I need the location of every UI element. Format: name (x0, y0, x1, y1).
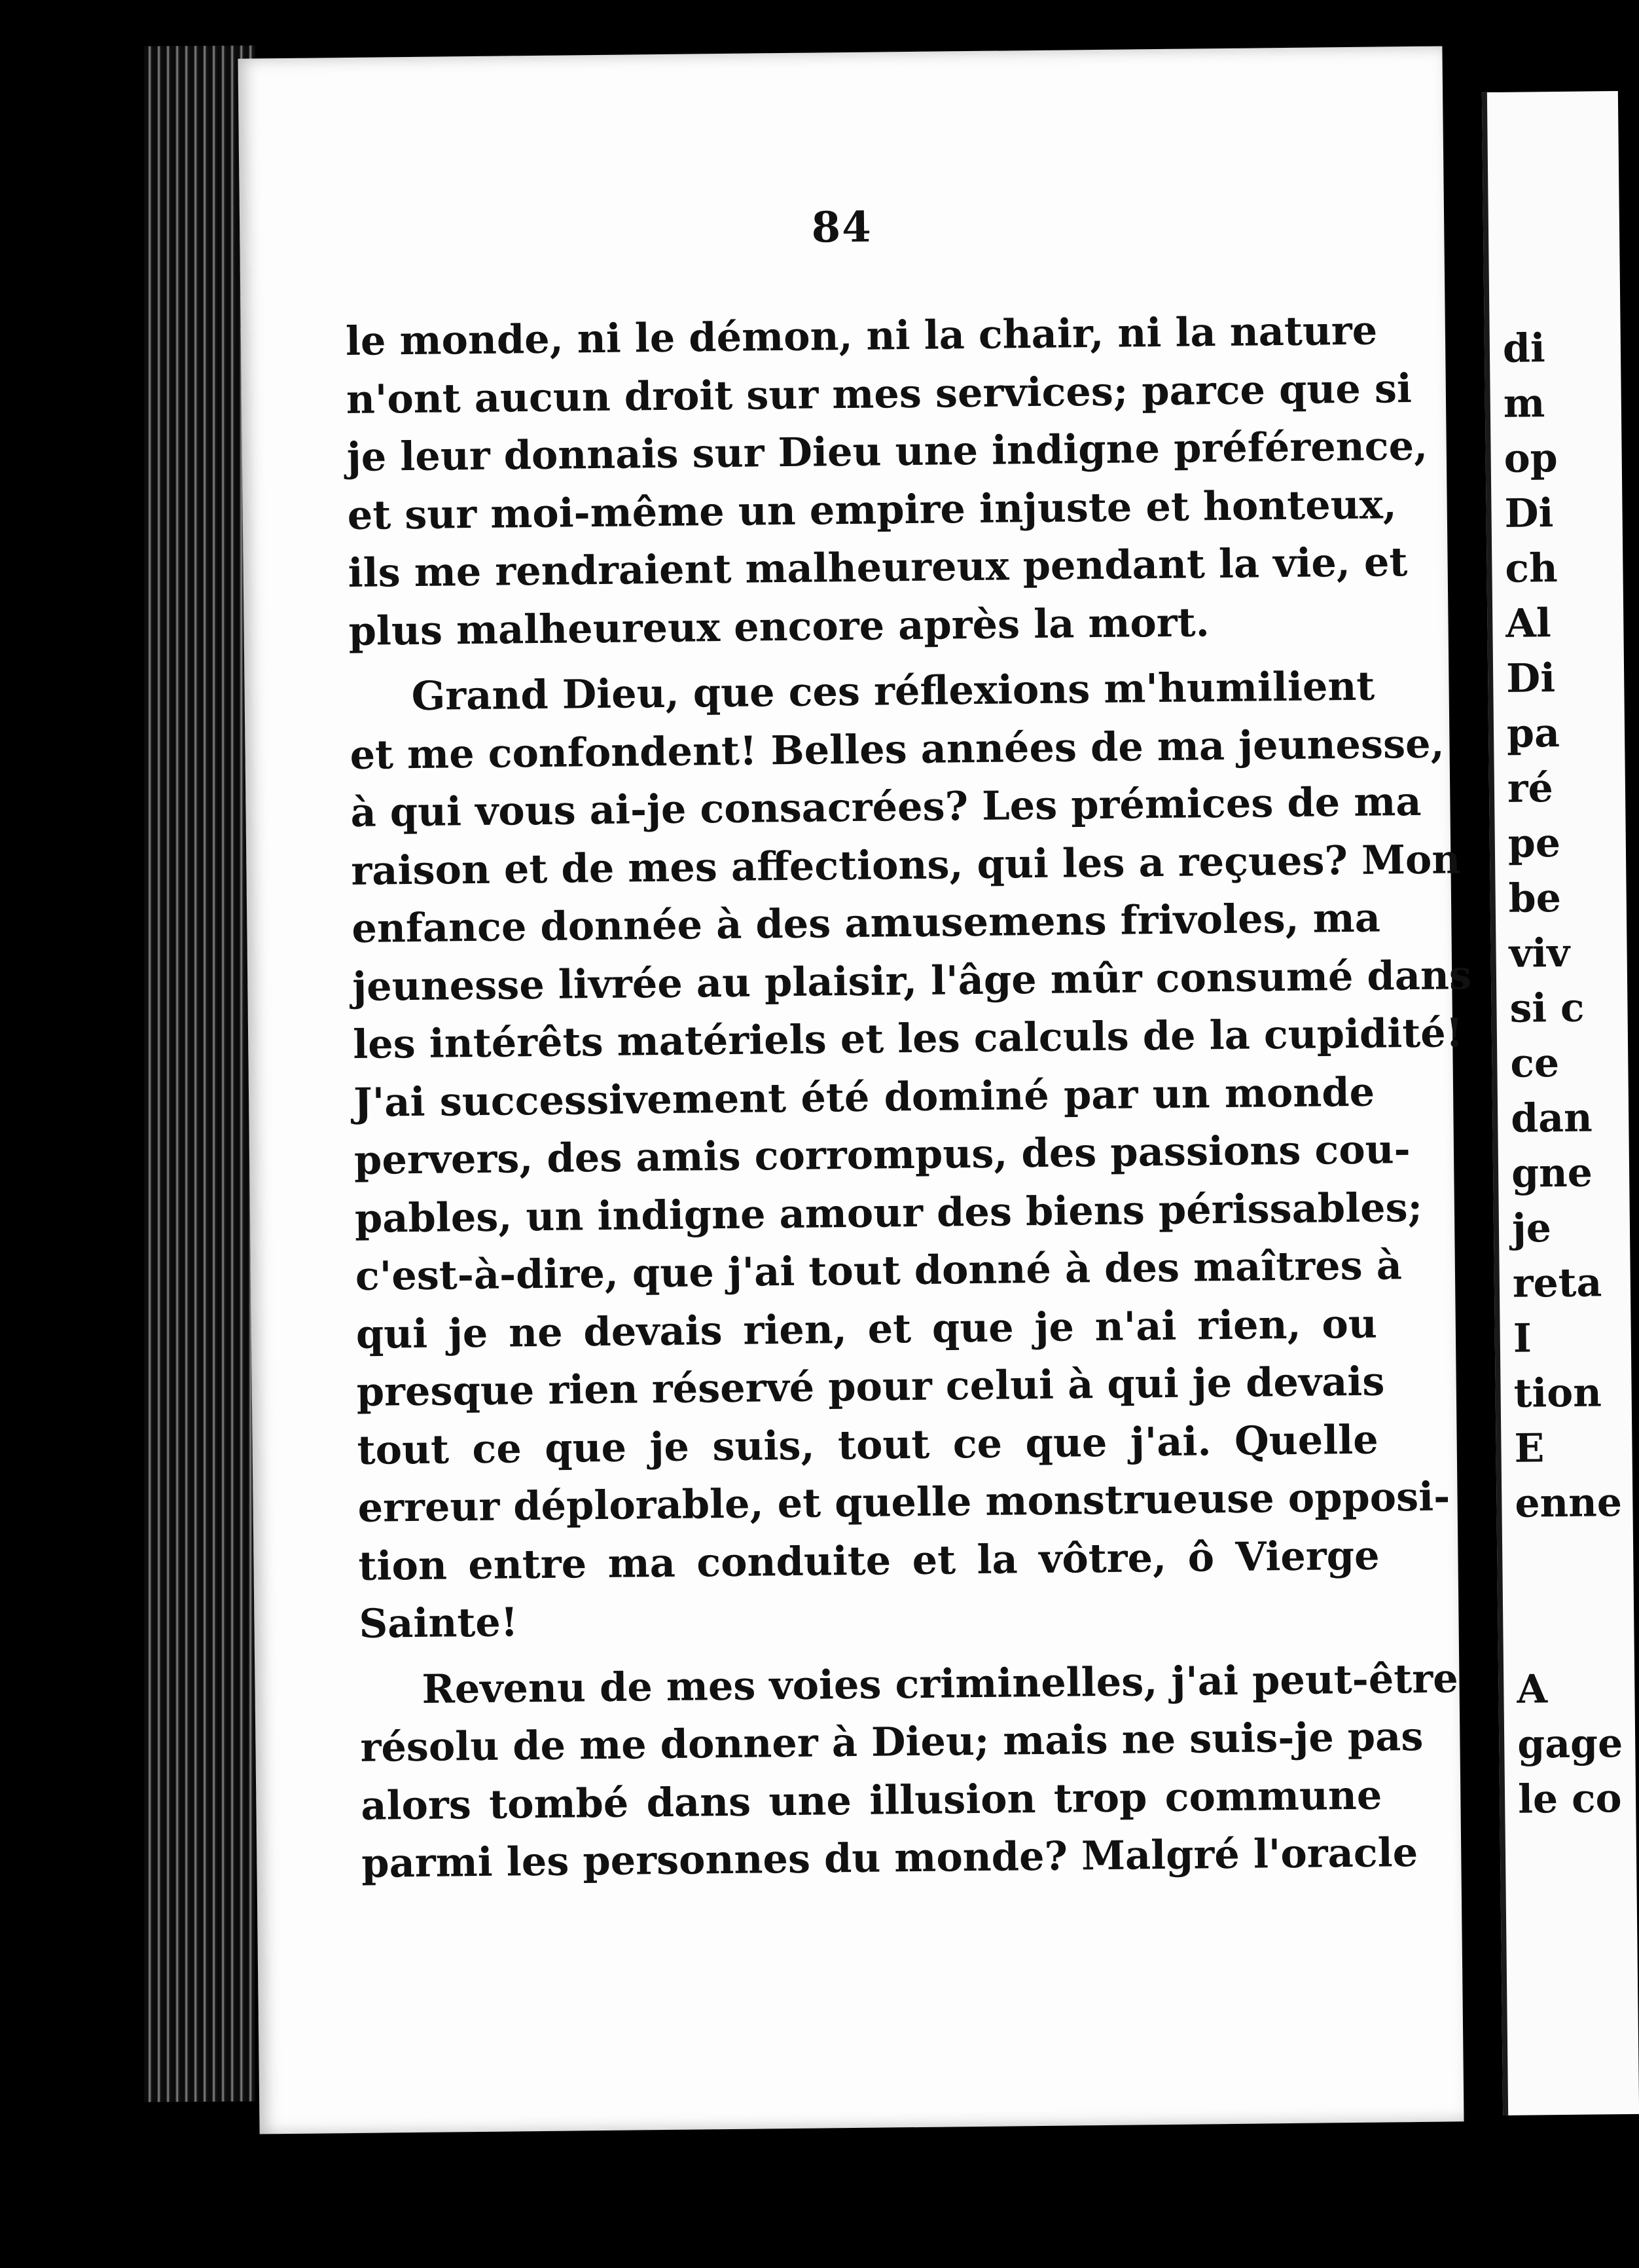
right-page-line-fragment: Di (1504, 490, 1554, 537)
right-page-line-fragment: tion (1513, 1370, 1602, 1417)
text-line: je leur donnais sur Dieu une indigne préférence, (346, 422, 1428, 481)
text-line: jeunesse livrée au plaisir, l'âge mûr consumé dans (351, 951, 1472, 1010)
text-line: alors tombé dans une illusion trop commune (361, 1772, 1382, 1829)
text-line: presque rien réservé pour celui à qui je devais (356, 1358, 1385, 1416)
book-page-edges (144, 45, 255, 2102)
right-page-line-fragment: di (1502, 325, 1546, 372)
text-line: tion entre ma conduite et la vôtre, ô Vierge (358, 1532, 1380, 1590)
right-page-line-fragment: Al (1505, 600, 1552, 647)
text-line: pables, un indigne amour des biens périssables; (354, 1184, 1423, 1242)
text-line: le monde, ni le démon, ni la chair, ni la nature (345, 307, 1378, 365)
text-line: pervers, des amis corrompus, des passions cou- (353, 1126, 1411, 1184)
right-page-line-fragment: je (1511, 1205, 1552, 1252)
right-page-line-fragment: E (1514, 1425, 1545, 1472)
text-line: les intérêts matériels et les calculs de la cupidité! (352, 1010, 1464, 1068)
right-page-line-fragment: pe (1507, 820, 1561, 867)
text-line: raison et de mes affections, qui les a reçues? Mon (351, 835, 1461, 894)
right-page-line-fragment (1515, 1530, 1623, 1597)
right-page-text (1502, 320, 1625, 1827)
body-text (345, 302, 1472, 1893)
right-page-line-fragment: pa (1506, 710, 1560, 757)
right-page-line-fragment: op (1504, 435, 1558, 482)
right-page-line-fragment: A (1517, 1666, 1548, 1713)
text-line: Sainte! (359, 1599, 518, 1647)
right-page-line-fragment: ré (1507, 765, 1554, 812)
text-line: ils me rendraient malheureux pendant la vie, et (348, 539, 1408, 597)
text-line: Grand Dieu, que ces réflexions m'humilient (411, 663, 1375, 720)
right-page-line-fragment: reta (1512, 1260, 1602, 1307)
right-page-line-fragment: m (1503, 380, 1545, 427)
text-line: Revenu de mes voies criminelles, j'ai peut-être (422, 1655, 1459, 1713)
text-line: erreur déplorable, et quelle monstrueuse opposi- (357, 1473, 1450, 1531)
text-line: résolu de me donner à Dieu; mais ne suis-je pas (360, 1713, 1424, 1771)
text-line: n'ont aucun droit sur mes services; parce que si (346, 365, 1413, 423)
right-page-line-fragment: gage (1517, 1721, 1623, 1768)
right-page-line-fragment: enne (1515, 1480, 1623, 1527)
text-line: tout ce que je suis, tout ce que j'ai. Quelle (357, 1416, 1379, 1474)
text-line: et sur moi-même un empire injuste et honteux, (347, 481, 1397, 539)
left-page (238, 46, 1472, 2134)
right-page-line-fragment: ch (1505, 545, 1558, 592)
page-number: 84 (811, 202, 873, 253)
right-page-line-fragment: le co (1517, 1776, 1622, 1823)
text-line: plus malheureux encore après la mort. (348, 598, 1210, 655)
text-line: c'est-à-dire, que j'ai tout donné à des maîtres à (355, 1242, 1403, 1300)
right-page-fragment (1482, 91, 1639, 2115)
right-page-line-fragment: gne (1511, 1150, 1593, 1197)
right-page-line-fragment: I (1513, 1315, 1532, 1362)
right-page-line-fragment: si c (1509, 985, 1585, 1032)
text-line: à qui vous ai-je consacrées? Les prémices de ma (350, 778, 1422, 836)
text-line: qui je ne devais rien, et que je n'ai rien, ou (355, 1300, 1378, 1358)
right-page-line-fragment: ce (1509, 1040, 1560, 1087)
right-page-line-fragment: Di (1505, 655, 1556, 702)
text-line: parmi les personnes du monde? Malgré l'oracle (361, 1829, 1418, 1887)
text-line: J'ai successivement été dominé par un monde (353, 1069, 1375, 1126)
right-page-line-fragment (1516, 1596, 1624, 1662)
right-page-line-fragment: dan (1510, 1095, 1593, 1142)
right-page-line-fragment: viv (1509, 930, 1570, 977)
text-line: et me confondent! Belles années de ma jeunesse, (350, 720, 1445, 778)
right-page-line-fragment: be (1508, 875, 1562, 922)
text-line: enfance donnée à des amusemens frivoles, ma (351, 894, 1381, 952)
